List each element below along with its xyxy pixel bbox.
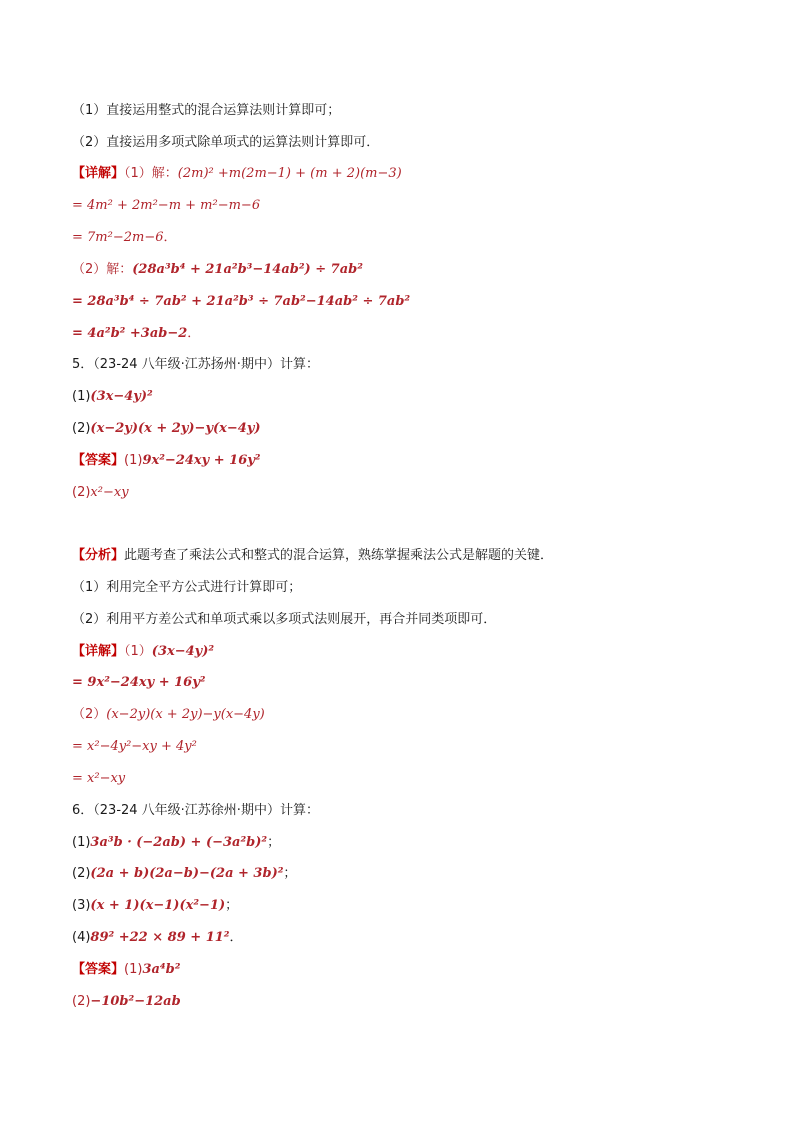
text-segment: （2）直接运用多项式除单项式的运算法则计算即可．: [72, 135, 380, 150]
text-line: [72, 196, 260, 216]
math-expression: = 4m² + 2m²−m + m²−m−6: [72, 198, 261, 213]
section-label: 【答案】: [72, 453, 125, 468]
section-label: 【分析】: [72, 548, 125, 563]
text-segment: (3): [72, 898, 91, 913]
section-label: 【答案】: [72, 962, 125, 977]
section-label: 【详解】: [72, 166, 125, 181]
math-expression: 3a⁴b²: [142, 962, 181, 977]
text-line: [72, 769, 125, 789]
text-line: [72, 228, 177, 248]
text-line: [72, 737, 197, 757]
text-line: [72, 610, 496, 630]
text-line: [72, 355, 319, 375]
text-segment: (1): [72, 835, 91, 850]
text-segment: （2）: [72, 707, 107, 722]
text-line: [72, 419, 261, 439]
text-line: [72, 960, 180, 980]
text-line: [72, 896, 238, 916]
math-expression: = 7m²−2m−6: [72, 230, 164, 245]
text-line: [72, 578, 301, 598]
math-expression: = x²−4y²−xy + 4y²: [72, 739, 197, 754]
math-expression: 89² +22 × 89 + 11²: [90, 930, 230, 945]
text-line: [72, 101, 340, 121]
math-expression: (3x−4y)²: [151, 644, 215, 659]
text-line: [72, 546, 553, 566]
text-line: [72, 133, 379, 153]
text-segment: (2): [72, 485, 91, 500]
text-segment: (2): [72, 994, 91, 1009]
text-segment: (2): [72, 421, 91, 436]
math-expression: x²−xy: [90, 485, 129, 500]
text-segment: (1): [124, 962, 143, 977]
text-segment: ；: [225, 898, 239, 913]
text-segment: (2): [72, 866, 91, 881]
text-line: [72, 292, 410, 312]
text-segment: 6．（23-24 八年级·江苏徐州·期中）计算：: [72, 803, 319, 818]
text-segment: 5．（23-24 八年级·江苏扬州·期中）计算：: [72, 357, 319, 372]
text-line: [72, 928, 243, 948]
text-line: [72, 833, 280, 853]
math-expression: (3x−4y)²: [90, 389, 153, 404]
section-label: 【详解】: [72, 644, 125, 659]
text-segment: (1): [124, 453, 143, 468]
text-line: [72, 164, 402, 184]
text-segment: （2）利用平方差公式和单项式乘以多项式法则展开，再合并同类项即可．: [72, 612, 497, 627]
text-line: [72, 864, 296, 884]
text-segment: ．: [229, 930, 243, 945]
text-line: [72, 801, 319, 821]
math-expression: (28a³b⁴ + 21a²b³−14ab²) ÷ 7ab²: [132, 262, 363, 277]
text-segment: ．: [187, 326, 201, 341]
text-line: [72, 483, 129, 503]
text-line: [72, 992, 181, 1012]
text-segment: 此题考查了乘法公式和整式的混合运算，熟练掌握乘法公式是解题的关键．: [124, 548, 554, 563]
text-line: [72, 673, 205, 693]
math-expression: (2m)² +m(2m−1) + (m + 2)(m−3): [177, 166, 402, 181]
text-segment: （1）利用完全平方公式进行计算即可；: [72, 580, 302, 595]
math-expression: (x−2y)(x + 2y)−y(x−4y): [106, 707, 265, 722]
math-expression: 9x²−24xy + 16y²: [142, 453, 261, 468]
math-expression: = 9x²−24xy + 16y²: [72, 675, 206, 690]
text-segment: ；: [283, 866, 297, 881]
text-line: [72, 705, 265, 725]
text-segment: ．: [163, 230, 177, 245]
text-line: [72, 260, 363, 280]
text-segment: （1）: [124, 644, 152, 659]
text-line: [72, 324, 200, 344]
math-expression: 3a³b · (−2ab) + (−3a²b)²: [90, 835, 268, 850]
text-segment: （1）直接运用整式的混合运算法则计算即可；: [72, 103, 341, 118]
text-line: [72, 451, 261, 471]
text-segment: (1): [72, 389, 91, 404]
math-expression: = 4a²b² +3ab−2: [72, 326, 188, 341]
math-expression: (x + 1)(x−1)(x²−1): [90, 898, 226, 913]
math-expression: (x−2y)(x + 2y)−y(x−4y): [90, 421, 261, 436]
text-segment: （1）解：: [124, 166, 178, 181]
text-segment: (4): [72, 930, 91, 945]
math-expression: = x²−xy: [72, 771, 126, 786]
text-line: [72, 642, 214, 662]
math-expression: = 28a³b⁴ ÷ 7ab² + 21a²b³ ÷ 7ab²−14ab² ÷ 7ab²: [72, 294, 411, 309]
text-segment: ；: [267, 835, 281, 850]
math-expression: −10b²−12ab: [90, 994, 181, 1009]
text-segment: （2）解：: [72, 262, 133, 277]
text-line: [72, 387, 153, 407]
math-expression: (2a + b)(2a−b)−(2a + 3b)²: [90, 866, 284, 881]
